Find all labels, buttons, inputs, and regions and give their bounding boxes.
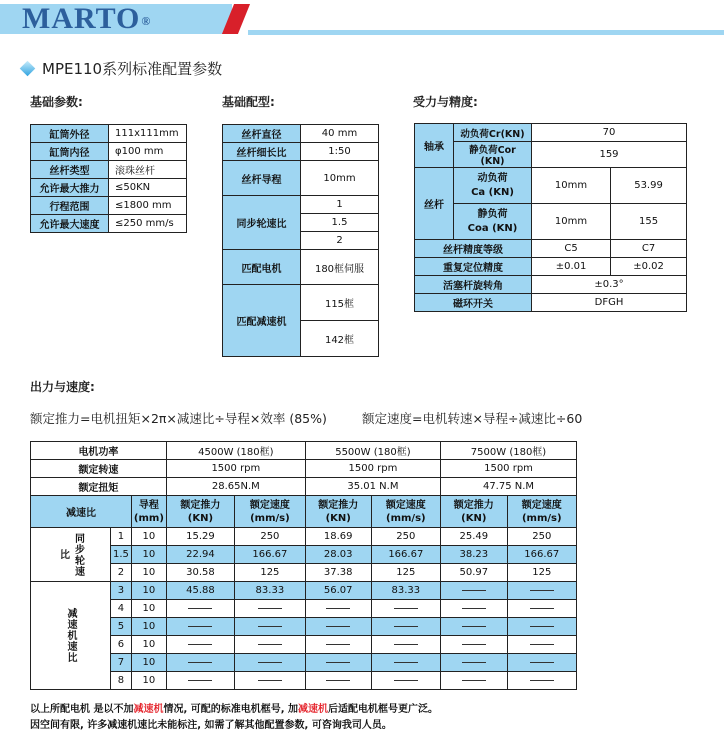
speed-cell: [371, 600, 440, 618]
ratio-cell: 5: [111, 618, 132, 636]
speed-cell: [507, 654, 576, 672]
motor-power-value: 4500W (180框): [166, 442, 305, 460]
col-thrust-header-line2: (KN): [461, 512, 487, 524]
col-thrust-header-line1: 额定推力: [318, 499, 359, 511]
note-text: 情况, 可配的标准电机框号, 加: [163, 704, 299, 715]
basic-param-label: 缸筒外径: [31, 125, 109, 143]
magnet-switch-value: DFGH: [532, 294, 687, 312]
lead-value: 10mm: [301, 161, 379, 196]
dash-placeholder: [462, 644, 486, 645]
thrust-cell: [166, 618, 234, 636]
rated-speed-value: 1500 rpm: [305, 460, 440, 478]
speed-cell: 166.67: [234, 546, 305, 564]
dash-placeholder: [394, 680, 418, 681]
col-thrust-header: [166, 496, 234, 528]
thrust-cell: [166, 672, 234, 690]
output-row: [31, 546, 577, 564]
screw-dynamic-label: [454, 168, 532, 204]
col-speed-header: [371, 496, 440, 528]
lead-cell: 10: [131, 546, 166, 564]
lead-cell: 10: [131, 654, 166, 672]
basic-param-value: ≤1800 mm: [109, 197, 187, 215]
speed-cell: [234, 672, 305, 690]
basic-param-row: [31, 197, 187, 215]
col-thrust-header-line2: (KN): [325, 512, 351, 524]
bearing-static-value: 159: [532, 142, 687, 168]
thrust-cell: 25.49: [441, 528, 508, 546]
ratio-cell: 1.5: [111, 546, 132, 564]
basic-param-row: [31, 215, 187, 233]
basic-param-value: φ100 mm: [109, 143, 187, 161]
basic-param-row: [31, 179, 187, 197]
output-row: [31, 564, 577, 582]
sync-ratio-group-label: 同步轮速比: [31, 528, 111, 582]
rated-torque-value: 47.75 N.M: [441, 478, 577, 496]
dash-placeholder: [462, 590, 486, 591]
basic-param-value: ≤250 mm/s: [109, 215, 187, 233]
thrust-cell: 56.07: [305, 582, 371, 600]
sync-ratio-label: 同步轮速比: [223, 196, 301, 250]
magnet-switch-label: 磁环开关: [415, 294, 532, 312]
bearing-static-label: 静负荷Cor (KN): [454, 142, 532, 168]
registered-mark: ®: [141, 14, 152, 28]
dash-placeholder: [258, 608, 282, 609]
lead-cell: 10: [131, 600, 166, 618]
screw-diameter-value: 40 mm: [301, 125, 379, 143]
basic-param-row: [31, 143, 187, 161]
rated-speed-value: 1500 rpm: [441, 460, 577, 478]
col-lead-header-line1: 导程: [138, 499, 159, 511]
col-thrust-header-line2: (KN): [187, 512, 214, 524]
speed-formula: 额定速度=电机转速×导程÷减速比÷60: [362, 411, 583, 426]
screw-static-label: [454, 204, 532, 240]
sync-ratio-value: 1.5: [301, 214, 379, 232]
lead-cell: 10: [131, 636, 166, 654]
dash-placeholder: [394, 626, 418, 627]
thrust-cell: [441, 600, 508, 618]
speed-cell: [371, 618, 440, 636]
note-text: 以上所配电机 是以不加: [30, 704, 134, 715]
screw-static-lead: 10mm: [532, 204, 611, 240]
header-rule: [248, 30, 724, 35]
dash-placeholder: [188, 608, 212, 609]
speed-cell: 125: [234, 564, 305, 582]
speed-cell: [234, 618, 305, 636]
speed-cell: [371, 672, 440, 690]
dash-placeholder: [394, 644, 418, 645]
dash-placeholder: [462, 608, 486, 609]
page-title: MPE110系列标准配置参数: [42, 60, 223, 78]
brand-logo: [22, 3, 151, 35]
dash-placeholder: [326, 608, 350, 609]
output-row: [31, 636, 577, 654]
screw-static-label-line2: Coa (KN): [467, 222, 518, 234]
screw-label: 丝杆: [415, 168, 454, 240]
basic-config-heading: 基础配型:: [222, 95, 275, 109]
col-lead-header-line2: (mm): [133, 512, 164, 524]
dash-placeholder: [462, 680, 486, 681]
motor-power-label: 电机功率: [31, 442, 167, 460]
basic-param-row: [31, 161, 187, 179]
speed-cell: [371, 654, 440, 672]
basic-param-label: 允许最大速度: [31, 215, 109, 233]
thrust-cell: [441, 582, 508, 600]
dash-placeholder: [462, 662, 486, 663]
dash-placeholder: [530, 626, 554, 627]
force-precision-table: [414, 123, 687, 312]
speed-cell: 83.33: [234, 582, 305, 600]
lead-cell: 10: [131, 564, 166, 582]
note-text: 后适配电机框号更广泛。: [328, 704, 439, 715]
basic-param-label: 丝杆类型: [31, 161, 109, 179]
col-thrust-header-line1: 额定推力: [453, 499, 494, 511]
note-highlight: 减速机: [298, 704, 329, 715]
sync-ratio-value: 2: [301, 232, 379, 250]
speed-cell: 166.67: [371, 546, 440, 564]
output-row: [31, 582, 577, 600]
col-ratio-header: 减速比: [31, 496, 132, 528]
col-speed-header-line1: 额定速度: [385, 499, 426, 511]
dash-placeholder: [258, 626, 282, 627]
rotation-label: 活塞杆旋转角: [415, 276, 532, 294]
speed-cell: [234, 600, 305, 618]
note-highlight: 减速机: [133, 704, 164, 715]
basic-param-value: 111x111mm: [109, 125, 187, 143]
speed-cell: [371, 636, 440, 654]
rated-speed-value: 1500 rpm: [166, 460, 305, 478]
rated-torque-value: 28.65N.M: [166, 478, 305, 496]
reducer-value: 115框: [301, 285, 379, 321]
thrust-cell: [441, 654, 508, 672]
lead-cell: 10: [131, 582, 166, 600]
basic-param-value: ≤50KN: [109, 179, 187, 197]
thrust-cell: [305, 672, 371, 690]
brand-name: MARTO: [22, 2, 141, 35]
thrust-cell: [305, 636, 371, 654]
rotation-value: ±0.3°: [532, 276, 687, 294]
output-row: [31, 600, 577, 618]
col-speed-header-line2: (mm/s): [250, 512, 290, 524]
speed-cell: 250: [371, 528, 440, 546]
reducer-value: 142框: [301, 321, 379, 357]
output-row: [31, 528, 577, 546]
output-row: [31, 672, 577, 690]
lead-cell: 10: [131, 618, 166, 636]
thrust-cell: [441, 618, 508, 636]
ratio-cell: 2: [111, 564, 132, 582]
col-speed-header-line2: (mm/s): [521, 512, 562, 524]
grade-label: 丝杆精度等级: [415, 240, 532, 258]
dash-placeholder: [258, 680, 282, 681]
col-thrust-header: [305, 496, 371, 528]
ratio-cell: 1: [111, 528, 132, 546]
ratio-cell: 6: [111, 636, 132, 654]
dash-placeholder: [530, 608, 554, 609]
col-lead-header: [131, 496, 166, 528]
thrust-cell: [166, 600, 234, 618]
col-speed-header-line1: 额定速度: [521, 499, 562, 511]
speed-cell: 166.67: [507, 546, 576, 564]
dash-placeholder: [326, 644, 350, 645]
basic-param-value: 滚珠丝杆: [109, 161, 187, 179]
col-speed-header: [234, 496, 305, 528]
rated-torque-label: 额定扭矩: [31, 478, 167, 496]
lead-cell: 10: [131, 672, 166, 690]
output-speed-table: [30, 441, 577, 690]
thrust-cell: [166, 654, 234, 672]
speed-cell: [234, 654, 305, 672]
thrust-cell: 45.88: [166, 582, 234, 600]
basic-param-label: 缸筒内径: [31, 143, 109, 161]
dash-placeholder: [258, 662, 282, 663]
slenderness-label: 丝杆细长比: [223, 143, 301, 161]
output-heading: 出力与速度:: [30, 380, 95, 394]
thrust-cell: 18.69: [305, 528, 371, 546]
motor-label: 匹配电机: [223, 250, 301, 285]
speed-cell: [507, 582, 576, 600]
thrust-cell: [441, 672, 508, 690]
thrust-cell: [305, 654, 371, 672]
col-speed-header-line1: 额定速度: [249, 499, 290, 511]
basic-params-table: [30, 124, 187, 233]
basic-param-label: 允许最大推力: [31, 179, 109, 197]
ratio-cell: 3: [111, 582, 132, 600]
basic-params-heading: 基础参数:: [30, 95, 83, 109]
note-line-1: [30, 700, 438, 715]
thrust-cell: 37.38: [305, 564, 371, 582]
dash-placeholder: [326, 680, 350, 681]
reducer-label: 匹配减速机: [223, 285, 301, 357]
dash-placeholder: [394, 662, 418, 663]
force-precision-heading: 受力与精度:: [413, 95, 478, 109]
dash-placeholder: [188, 662, 212, 663]
motor-power-value: 7500W (180框): [441, 442, 577, 460]
basic-param-row: [31, 125, 187, 143]
speed-cell: [507, 600, 576, 618]
rated-speed-label: 额定转速: [31, 460, 167, 478]
screw-static-value: 155: [611, 204, 687, 240]
thrust-formula: 额定推力=电机扭矩×2π×减速比÷导程×效率 (85%): [30, 411, 327, 426]
lead-label: 丝杆导程: [223, 161, 301, 196]
slenderness-value: 1:50: [301, 143, 379, 161]
speed-cell: 250: [507, 528, 576, 546]
repeatability-value: ±0.01: [532, 258, 611, 276]
grade-value: C7: [611, 240, 687, 258]
dash-placeholder: [326, 626, 350, 627]
screw-dynamic-value: 53.99: [611, 168, 687, 204]
thrust-cell: [441, 636, 508, 654]
thrust-cell: 28.03: [305, 546, 371, 564]
speed-cell: [507, 636, 576, 654]
dash-placeholder: [530, 590, 554, 591]
thrust-cell: 38.23: [441, 546, 508, 564]
screw-dynamic-label-line1: 动负荷: [477, 172, 508, 184]
dash-placeholder: [188, 644, 212, 645]
reducer-ratio-group-label: 减速机速比: [31, 582, 111, 690]
dash-placeholder: [530, 680, 554, 681]
speed-cell: [507, 672, 576, 690]
col-thrust-header-line1: 额定推力: [180, 499, 221, 511]
grade-value: C5: [532, 240, 611, 258]
col-speed-header-line2: (mm/s): [386, 512, 426, 524]
screw-static-label-line1: 静负荷: [477, 208, 508, 220]
motor-power-value: 5500W (180框): [305, 442, 440, 460]
screw-dynamic-label-line2: Ca (KN): [471, 186, 514, 198]
thrust-cell: [305, 618, 371, 636]
speed-cell: 250: [234, 528, 305, 546]
thrust-cell: 50.97: [441, 564, 508, 582]
lead-cell: 10: [131, 528, 166, 546]
rated-torque-value: 35.01 N.M: [305, 478, 440, 496]
thrust-cell: 15.29: [166, 528, 234, 546]
thrust-cell: [305, 600, 371, 618]
ratio-cell: 7: [111, 654, 132, 672]
dash-placeholder: [462, 626, 486, 627]
diamond-bullet-icon: [20, 61, 36, 77]
output-row: [31, 654, 577, 672]
speed-cell: 125: [507, 564, 576, 582]
bearing-label: 轴承: [415, 124, 454, 168]
basic-config-table: [222, 124, 379, 357]
dash-placeholder: [188, 626, 212, 627]
repeatability-value: ±0.02: [611, 258, 687, 276]
dash-placeholder: [530, 644, 554, 645]
motor-value: 180框伺服: [301, 250, 379, 285]
ratio-cell: 4: [111, 600, 132, 618]
sync-ratio-value: 1: [301, 196, 379, 214]
speed-cell: 83.33: [371, 582, 440, 600]
dash-placeholder: [530, 662, 554, 663]
screw-diameter-label: 丝杆直径: [223, 125, 301, 143]
dash-placeholder: [326, 662, 350, 663]
screw-dynamic-lead: 10mm: [532, 168, 611, 204]
bearing-dynamic-value: 70: [532, 124, 687, 142]
col-speed-header: [507, 496, 576, 528]
thrust-cell: 22.94: [166, 546, 234, 564]
speed-cell: [234, 636, 305, 654]
dash-placeholder: [188, 680, 212, 681]
thrust-cell: 30.58: [166, 564, 234, 582]
repeatability-label: 重复定位精度: [415, 258, 532, 276]
thrust-cell: [166, 636, 234, 654]
speed-cell: [507, 618, 576, 636]
col-thrust-header: [441, 496, 508, 528]
output-row: [31, 618, 577, 636]
bearing-dynamic-label: 动负荷Cr(KN): [454, 124, 532, 142]
basic-param-label: 行程范围: [31, 197, 109, 215]
dash-placeholder: [258, 644, 282, 645]
note-line-2: 因空间有限, 许多减速机速比未能标注, 如需了解其他配置参数, 可咨询我司人员。: [30, 720, 392, 731]
ratio-cell: 8: [111, 672, 132, 690]
dash-placeholder: [394, 608, 418, 609]
speed-cell: 125: [371, 564, 440, 582]
